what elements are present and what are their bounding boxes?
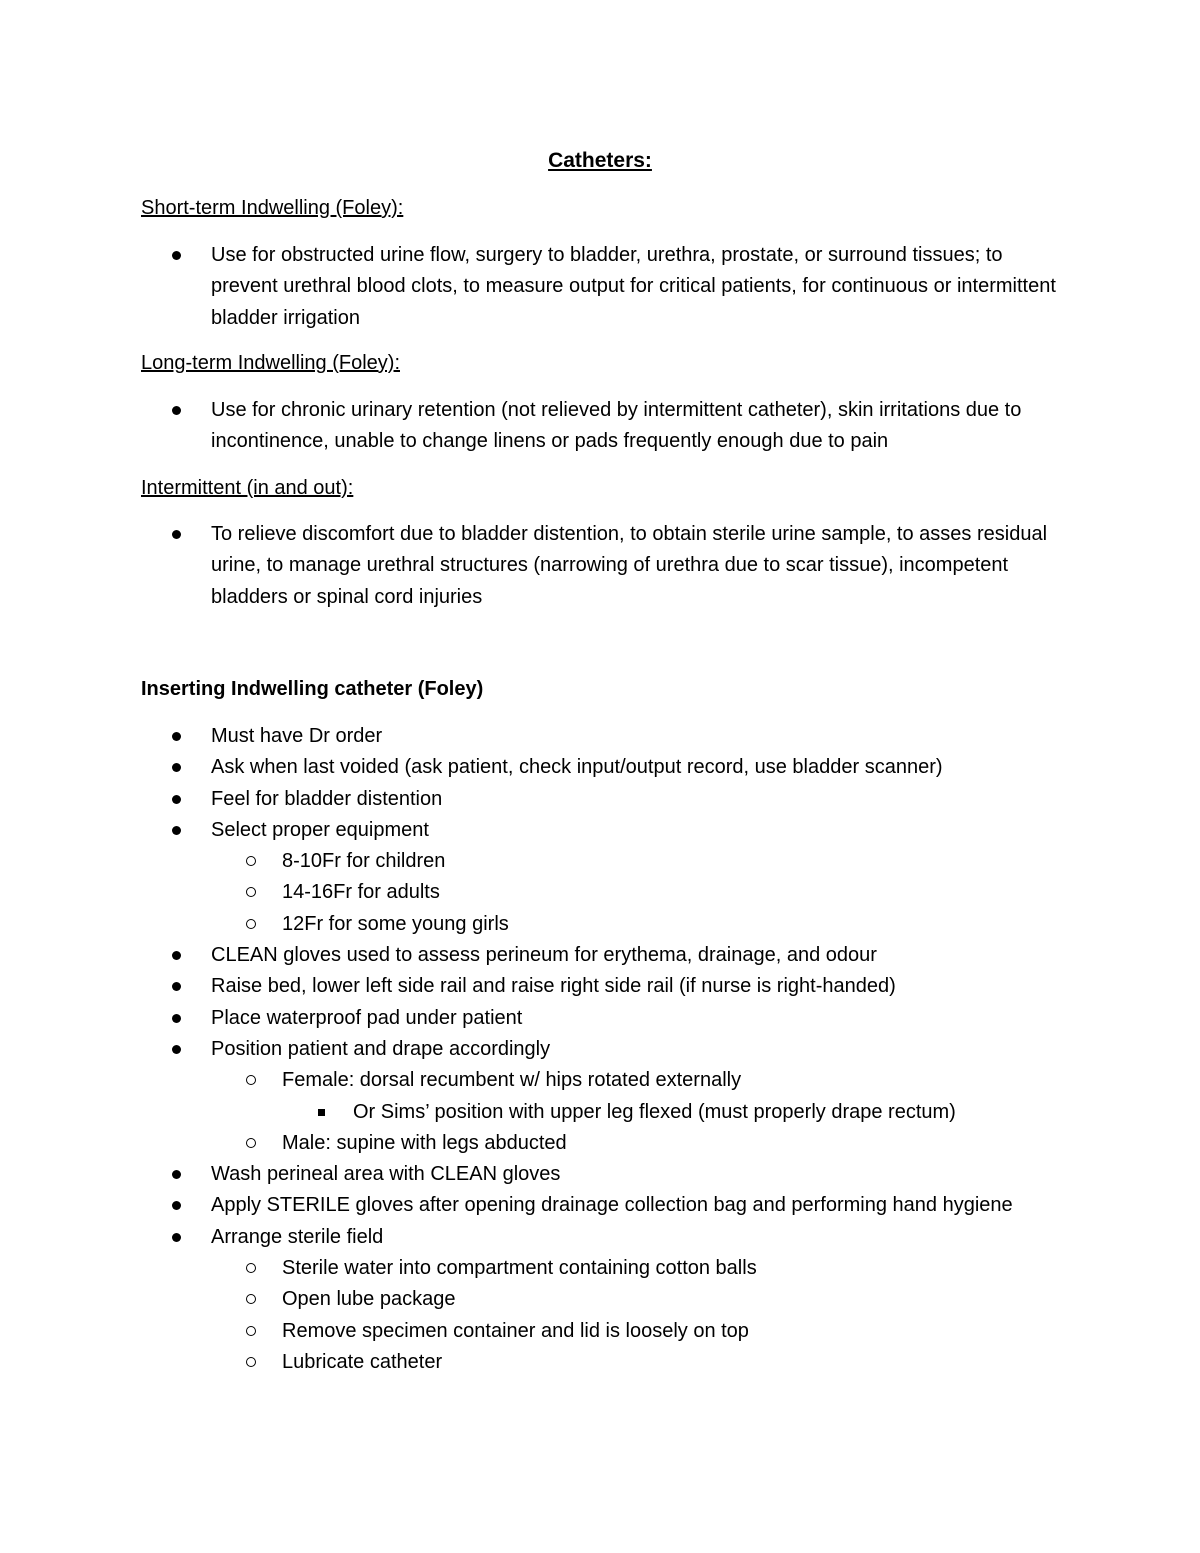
page-title: Catheters: [548, 149, 652, 172]
sub-list-item: Lubricate catheter [0, 1347, 1200, 1378]
section-list-intermittent [0, 519, 1200, 613]
section-list-long-term [0, 395, 1200, 458]
list-item: Arrange sterile field [0, 1222, 1200, 1253]
sub-list-item: 8-10Fr for children [0, 846, 1200, 877]
list-item: Use for obstructed urine flow, surgery to bladder, urethra, prostate, or surround tissues; to prevent urethral blood clots, to measure output for critical patients, for continuous or intermittent bladder irrigation [0, 240, 1061, 334]
sub-sub-list-item: Or Sims’ position with upper leg flexed (must properly drape rectum) [0, 1097, 1200, 1128]
sub-list-item: 12Fr for some young girls [0, 909, 1200, 940]
sub-list-item: Male: supine with legs abducted [0, 1128, 1200, 1159]
procedure-heading: Inserting Indwelling catheter (Foley) [141, 678, 484, 700]
list-item: Wash perineal area with CLEAN gloves [0, 1159, 1200, 1190]
section-heading-short-term: Short-term Indwelling (Foley): [141, 197, 404, 219]
list-item: Use for chronic urinary retention (not relieved by intermittent catheter), skin irritations due to incontinence, unable to change linens or pads frequently enough due to pain [0, 395, 1061, 458]
procedure-list [0, 721, 1200, 1378]
list-item: To relieve discomfort due to bladder distention, to obtain sterile urine sample, to asses residual urine, to manage urethral structures (narrowing of urethra due to scar tissue), incompetent bladders or spinal cord injuries [0, 519, 1061, 613]
list-item: Select proper equipment [0, 815, 1200, 846]
list-item: Position patient and drape accordingly [0, 1034, 1200, 1065]
sub-list-item: 14-16Fr for adults [0, 877, 1200, 908]
list-item: Raise bed, lower left side rail and raise right side rail (if nurse is right-handed) [0, 971, 1200, 1002]
list-item: Apply STERILE gloves after opening drainage collection bag and performing hand hygiene [0, 1190, 1200, 1221]
section-heading-long-term: Long-term Indwelling (Foley): [141, 352, 400, 374]
sub-list-item: Sterile water into compartment containing cotton balls [0, 1253, 1200, 1284]
sub-list-item: Female: dorsal recumbent w/ hips rotated externally [0, 1065, 1200, 1096]
list-item: Feel for bladder distention [0, 784, 1200, 815]
sub-list-item: Open lube package [0, 1284, 1200, 1315]
section-list-short-term [0, 240, 1200, 334]
list-item: Ask when last voided (ask patient, check input/output record, use bladder scanner) [0, 752, 1200, 783]
sub-list-item: Remove specimen container and lid is loosely on top [0, 1316, 1200, 1347]
list-item: Place waterproof pad under patient [0, 1003, 1200, 1034]
list-item: Must have Dr order [0, 721, 1200, 752]
list-item: CLEAN gloves used to assess perineum for erythema, drainage, and odour [0, 940, 1200, 971]
section-heading-intermittent: Intermittent (in and out): [141, 477, 354, 499]
